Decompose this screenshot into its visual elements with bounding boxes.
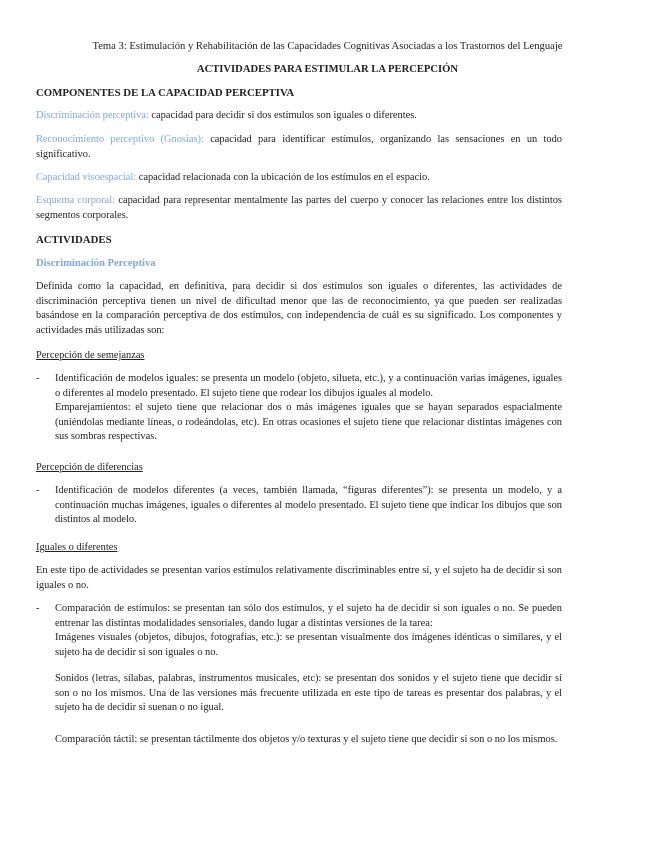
intro-paragraph: Definida como la capacidad, en definitiva, para decidir si dos estímulos son iguales o diferentes, las actividades de discriminación perceptiva tienen un nivel de dificultad menor que las de reconocimiento, ya que pueden ser realizadas basándose en la comparación perceptiva de dos estímulos, con independencia de cuál es su significado. Los componentes y actividades más utilizadas son: <box>36 281 562 336</box>
list-item-body <box>55 372 562 445</box>
list-bullet: - <box>36 603 40 614</box>
activities-heading: ACTIVIDADES <box>36 234 112 246</box>
component-item <box>36 133 562 162</box>
component-item <box>36 171 562 186</box>
section-subheading: Discriminación Perceptiva <box>36 258 156 269</box>
component-text: capacidad relacionada con la ubicación de los estímulos en el espacio. <box>136 172 430 183</box>
page-title: ACTIVIDADES PARA ESTIMULAR LA PERCEPCIÓN <box>196 64 459 75</box>
iguales-heading: Iguales o diferentes <box>36 542 118 553</box>
list-item-body <box>55 484 562 528</box>
list-paragraph: Comparación táctil: se presentan táctilmente dos objetos y/o texturas y el sujeto tiene que decidir si son o no los mismos. <box>55 734 558 745</box>
component-item <box>36 109 562 124</box>
component-term: Reconocimiento perceptivo (Gnosias): <box>36 134 204 145</box>
component-term: Esquema corporal: <box>36 195 115 206</box>
iguales-intro: En este tipo de actividades se presentan varios estímulos relativamente discriminables entre sí, y el sujeto ha de decidir si son iguales o no. <box>36 565 562 591</box>
list-bullet: - <box>36 373 40 384</box>
component-text: capacidad para decidir si dos estímulos son iguales o diferentes. <box>148 110 417 121</box>
list-item-body <box>55 602 562 660</box>
list-paragraph: Identificación de modelos diferentes (a veces, también llamada, “figuras diferentes”): se presenta un modelo, y a continuación muchas imágenes, iguales o diferentes al modelo presentado. El sujeto tiene que indicar los dibujos que son distintos al modelo. <box>55 485 562 526</box>
page-header: Tema 3: Estimulación y Rehabilitación de las Capacidades Cognitivas Asociadas a los Trastornos del Lenguaje <box>92 41 563 52</box>
list-paragraph: Imágenes visuales (objetos, dibujos, fotografías, etc.): se presentan visualmente dos imágenes idénticas o similares, y el sujeto ha de decidir si son iguales o no. <box>55 632 562 658</box>
component-item <box>36 194 562 223</box>
list-bullet: - <box>36 485 40 496</box>
list-paragraph: Comparación de estímulos: se presentan tan sólo dos estímulos, y el sujeto ha de decidir si son iguales o no. Se pueden entrenar las distintas modalidades sensoriales, dando lugar a distintas versiones de la tarea: <box>55 603 562 629</box>
list-paragraph: Sonidos (letras, sílabas, palabras, instrumentos musicales, etc): se presentan dos sonidos y el sujeto tiene que decidir si son o no los mismos. Una de las versiones más frecuente utilizada en este tipo de tareas es presentar dos palabras, y el sujeto ha de decidir si suenan o no igual. <box>55 673 562 714</box>
component-term: Discriminación perceptiva: <box>36 110 149 121</box>
component-text: capacidad para identificar estímulos, organizando las sensaciones en un todo significativo. <box>36 134 562 160</box>
component-term: Capacidad visoespacial: <box>36 172 137 183</box>
diferencias-heading: Percepción de diferencias <box>36 462 143 473</box>
semejanzas-heading: Percepción de semejanzas <box>36 350 145 361</box>
list-paragraph: Emparejamientos: el sujeto tiene que relacionar dos o más imágenes iguales que se hayan separados espacialmente (uniéndolas mediante líneas, o rodeándolas, etc). En otras ocasiones el sujeto tiene que relacionar distintas imágenes con sus sombras respectivas. <box>55 402 562 443</box>
list-paragraph: Identificación de modelos iguales: se presenta un modelo (objeto, silueta, etc.), y a continuación varias imágenes, iguales o diferentes al modelo presentado. El sujeto tiene que rodear los dibujos iguales al modelo. <box>55 373 562 399</box>
component-text: capacidad para representar mentalmente las partes del cuerpo y conocer las relaciones entre los distintos segmentos corporales. <box>36 195 562 221</box>
components-heading: COMPONENTES DE LA CAPACIDAD PERCEPTIVA <box>36 87 295 99</box>
